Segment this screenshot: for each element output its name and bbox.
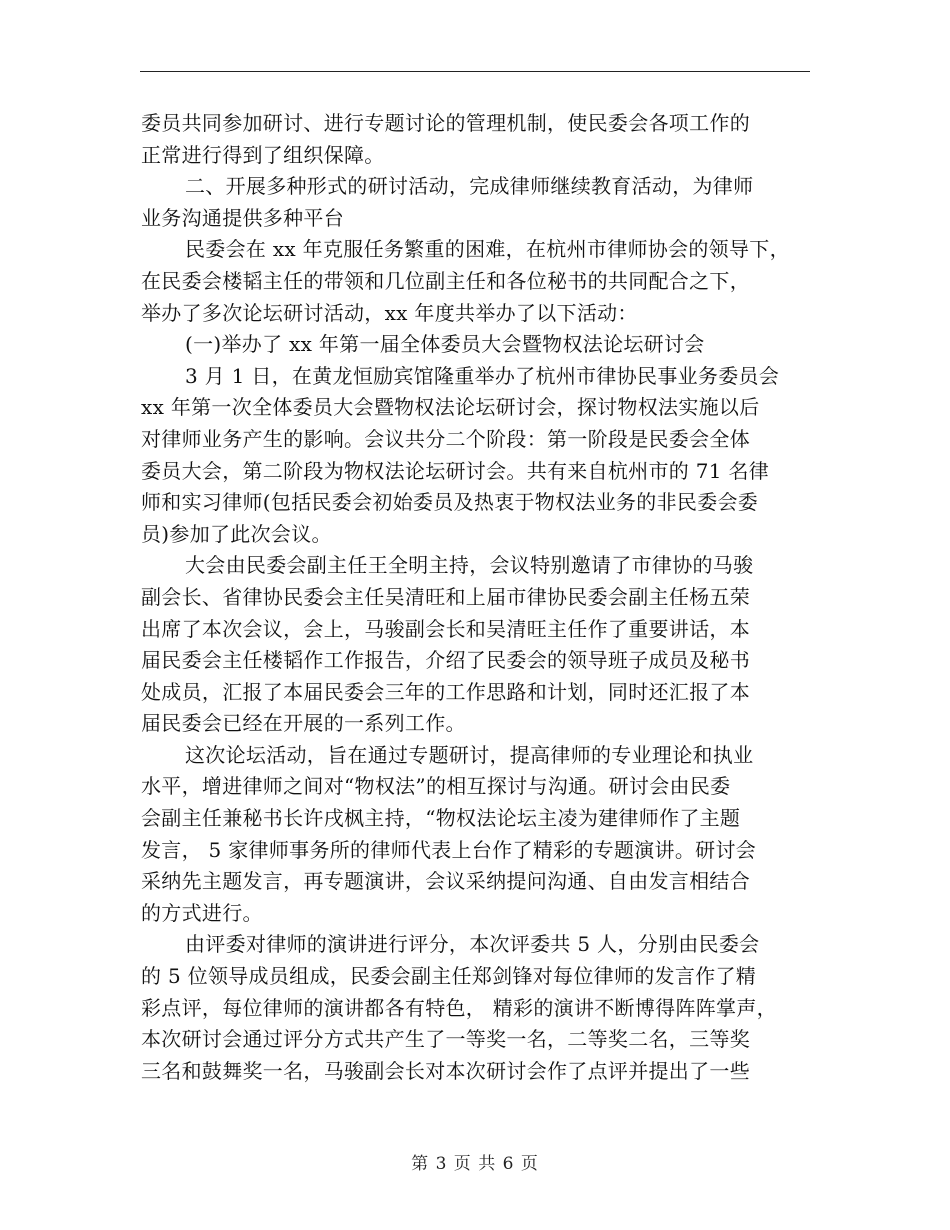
- text-line: 发言， 5 家律师事务所的律师代表上台作了精彩的专题演讲。研讨会: [141, 837, 757, 862]
- text-line: 届民委会已经在开展的一系列工作。: [141, 711, 466, 736]
- text-line: 会副主任兼秘书长许戌枫主持，“物权法论坛主凌为建律师作了主题: [141, 806, 741, 831]
- text-line: 大会由民委会副主任王全明主持，会议特别邀请了市律协的马骏: [185, 553, 754, 578]
- body-text: [141, 108, 831, 1087]
- text-line: 由评委对律师的演讲进行评分，本次评委共 5 人，分别由民委会: [185, 932, 760, 957]
- text-line: xx 年第一次全体委员大会暨物权法论坛研讨会，探讨物权法实施以后: [141, 395, 760, 420]
- text-line: 在民委会楼韬主任的带领和几位副主任和各位秘书的共同配合之下，: [141, 268, 750, 293]
- text-line: 处成员，汇报了本届民委会三年的工作思路和计划，同时还汇报了本: [141, 679, 750, 704]
- text-line: 本次研讨会通过评分方式共产生了一等奖一名，二等奖二名，三等奖: [141, 1027, 750, 1052]
- text-line: 员)参加了此次会议。: [141, 521, 332, 546]
- text-line: 举办了多次论坛研讨活动，xx 年度共举办了以下活动：: [141, 300, 638, 325]
- text-line: 3 月 1 日，在黄龙恒励宾馆隆重举办了杭州市律协民事业务委员会: [185, 363, 780, 388]
- text-line: 的 5 位领导成员组成，民委会副主任郑剑锋对每位律师的发言作了精: [141, 964, 757, 989]
- text-line: 委员共同参加研讨、进行专题讨论的管理机制，使民委会各项工作的: [141, 111, 750, 135]
- text-line: (一)举办了 xx 年第一届全体委员大会暨物权法论坛研讨会: [185, 332, 705, 357]
- text-line: 的方式进行。: [141, 900, 263, 925]
- text-line: 民委会在 xx 年克服任务繁重的困难，在杭州市律师协会的领导下，: [185, 237, 790, 262]
- text-line: 师和实习律师(包括民委会初始委员及热衷于物权法业务的非民委会委: [141, 490, 759, 515]
- text-line: 二、开展多种形式的研讨活动，完成律师继续教育活动，为律师: [185, 174, 754, 199]
- text-line: 三名和鼓舞奖一名，马骏副会长对本次研讨会作了点评并提出了一些: [141, 1058, 750, 1083]
- text-line: 正常进行得到了组织保障。: [141, 142, 385, 167]
- text-line: 届民委会主任楼韬作工作报告，介绍了民委会的领导班子成员及秘书: [141, 648, 750, 673]
- page-number-footer: 第 3 页 共 6 页: [411, 1154, 539, 1174]
- text-line: 对律师业务产生的影响。会议共分二个阶段：第一阶段是民委会全体: [141, 426, 750, 451]
- text-line: 采纳先主题发言，再专题演讲，会议采纳提问沟通、自由发言相结合: [141, 869, 750, 894]
- text-line: 彩点评，每位律师的演讲都各有特色， 精彩的演讲不断博得阵阵掌声，: [141, 995, 777, 1020]
- text-line: 水平，增进律师之间对“物权法”的相互探讨与沟通。研讨会由民委: [141, 774, 731, 799]
- header-rule: [140, 71, 810, 72]
- text-line: 这次论坛活动，旨在通过专题研讨，提高律师的专业理论和执业: [185, 742, 754, 767]
- text-line: 副会长、省律协民委会主任吴清旺和上届市律协民委会副主任杨五荣: [141, 584, 750, 609]
- text-line: 业务沟通提供多种平台: [141, 205, 344, 230]
- text-line: 委员大会，第二阶段为物权法论坛研讨会。共有来自杭州市的 71 名律: [141, 458, 770, 483]
- text-line: 出席了本次会议，会上，马骏副会长和吴清旺主任作了重要讲话，本: [141, 616, 750, 641]
